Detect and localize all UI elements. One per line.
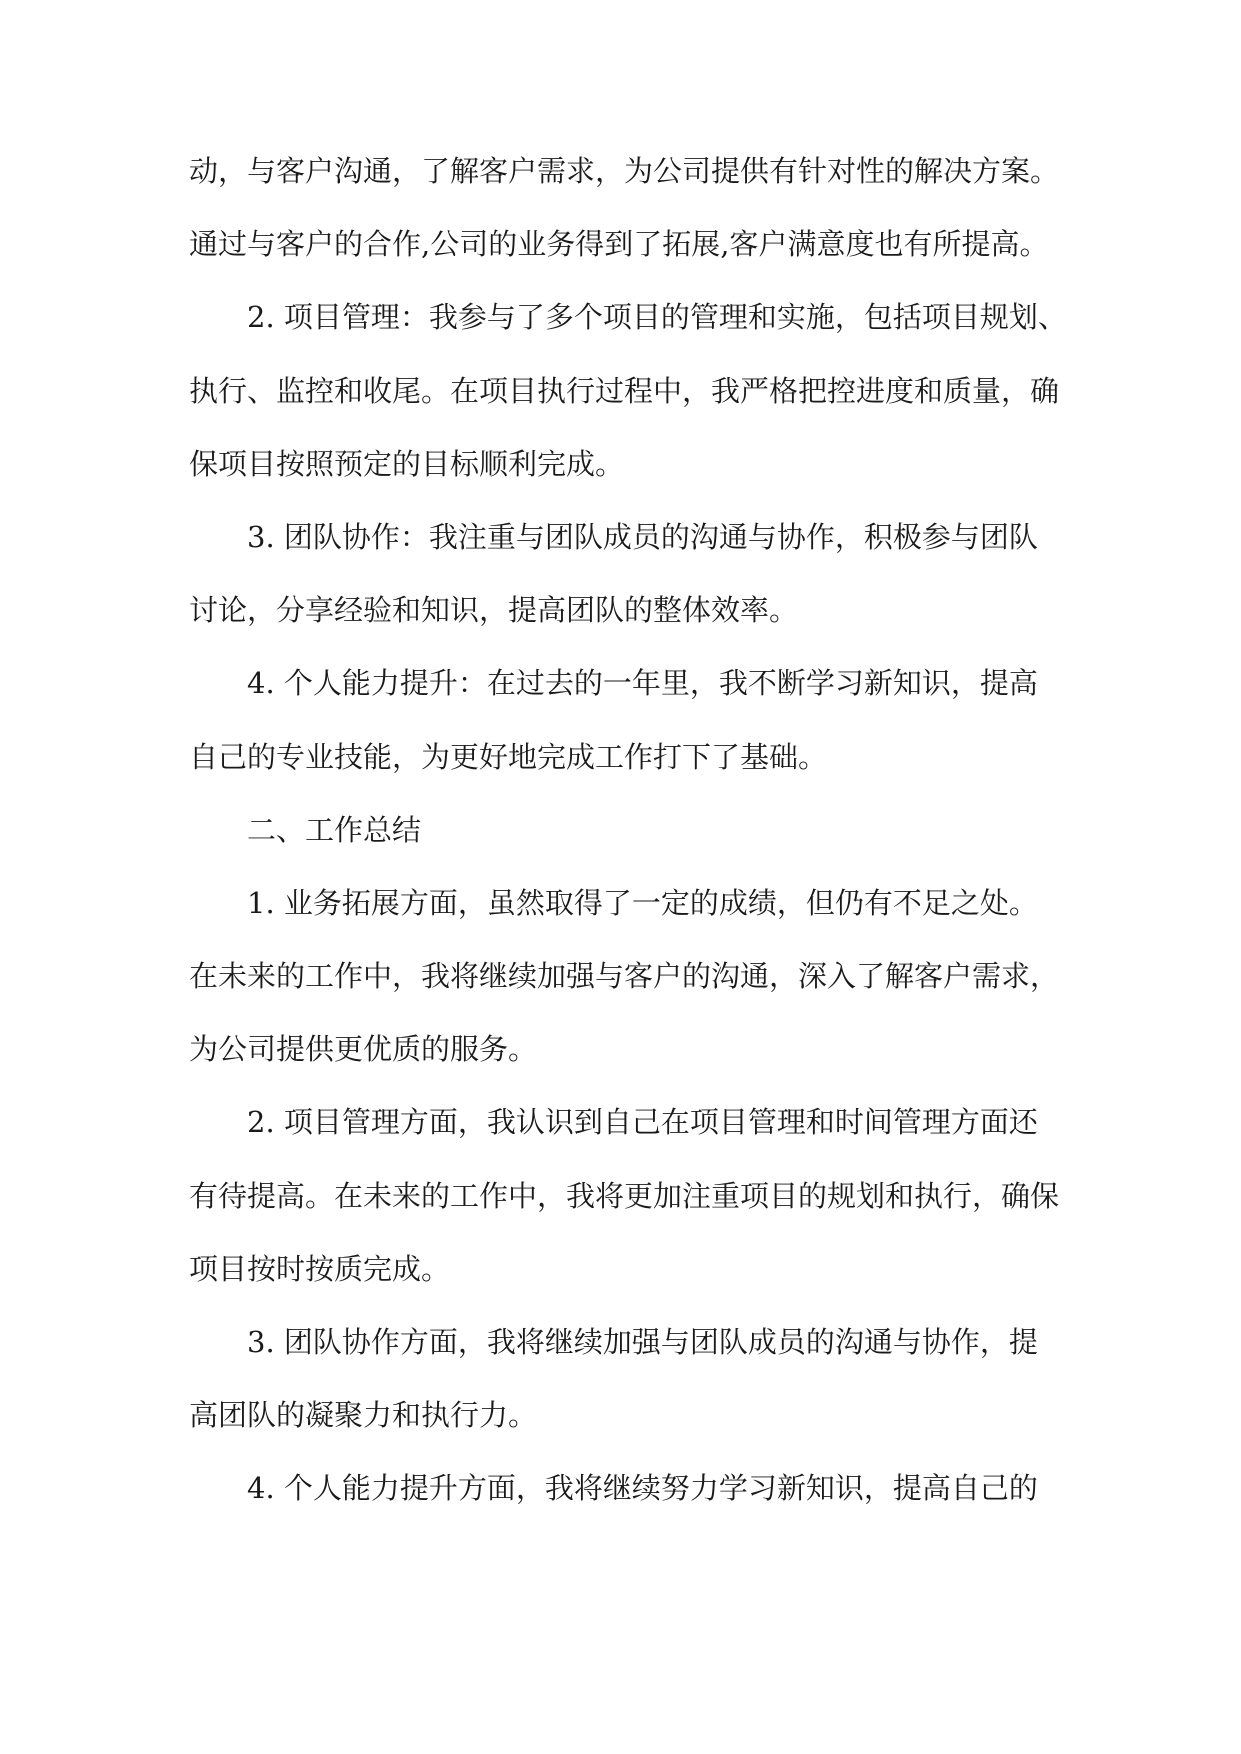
text-line: 高团队的凝聚力和执行力。 — [189, 1398, 538, 1433]
text-line: 有待提高。在未来的工作中，我将更加注重项目的规划和执行，确保 — [189, 1178, 1060, 1213]
body-text — [189, 147, 1079, 1538]
list-item-team-collaboration: 3. 团队协作：我注重与团队成员的沟通与协作，积极参与团队 — [247, 519, 1038, 554]
list-item-project-management: 2. 项目管理：我参与了多个项目的管理和实施，包括项目规划、 — [247, 300, 1067, 335]
text-line: 在未来的工作中，我将继续加强与客户的沟通，深入了解客户需求， — [189, 959, 1060, 994]
text-line: 通过与客户的合作,公司的业务得到了拓展,客户满意度也有所提高。 — [189, 227, 1049, 262]
list-item-personal-growth: 4. 个人能力提升：在过去的一年里，我不断学习新知识，提高 — [247, 666, 1038, 701]
list-item-project-management-summary: 2. 项目管理方面，我认识到自己在项目管理和时间管理方面还 — [247, 1105, 1038, 1140]
text-line: 动，与客户沟通，了解客户需求，为公司提供有针对性的解决方案。 — [189, 154, 1060, 188]
text-line: 执行、监控和收尾。在项目执行过程中，我严格把控进度和质量，确 — [189, 373, 1060, 408]
section-heading: 二、工作总结 — [247, 812, 422, 847]
list-item-personal-growth-summary: 4. 个人能力提升方面，我将继续努力学习新知识，提高自己的 — [247, 1471, 1038, 1506]
list-item-team-collaboration-summary: 3. 团队协作方面，我将继续加强与团队成员的沟通与协作，提 — [247, 1325, 1038, 1359]
text-line: 讨论，分享经验和知识，提高团队的整体效率。 — [189, 593, 799, 628]
text-line: 保项目按照预定的目标顺利完成。 — [189, 446, 625, 481]
text-line: 项目按时按质完成。 — [189, 1251, 451, 1286]
list-item-business-expansion: 1. 业务拓展方面，虽然取得了一定的成绩，但仍有不足之处。 — [247, 885, 1038, 920]
text-line: 为公司提供更优质的服务。 — [189, 1032, 538, 1067]
text-line: 自己的专业技能，为更好地完成工作打下了基础。 — [189, 739, 828, 774]
